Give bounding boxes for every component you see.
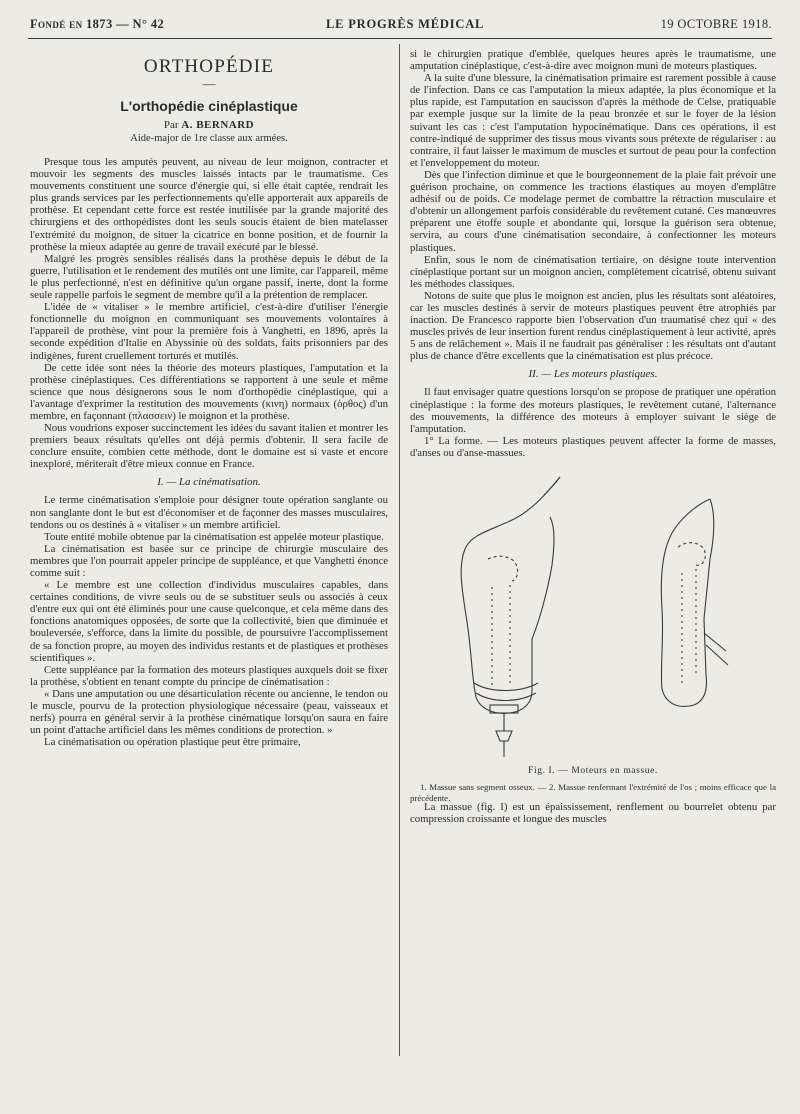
paragraph: Presque tous les amputés peuvent, au niveau de leur moignon, contracter et mouvoir les segments des muscles laissés intacts par le traumatisme. Ces mouvements constituent une source d'énergie qui, si elle était captée, rendrait les plus grands services par les perfectionnements qu'elle apporterait aux appareils de prothèse. Et cependant cette force est restée inutilisée par la grande majorité des chirurgiens et des orthopédistes dont les seuls soucis étaient de bien matelasser l'extrémité du moignon, de situer la cicatrice en bonne position, et de fournir la prothèse la mieux adaptée au genre de travail exécuté par le blessé. xyxy=(30,156,388,253)
subheading-cinematisation: I. — La cinématisation. xyxy=(157,476,261,489)
paragraph: De cette idée sont nées la théorie des moteurs plastiques, l'amputation et la prothèse cinéplastiques. Ces différentiations se rapportent à une seule et même science que nous désignerons sous le nom d'orthopédie cinéplastique, qui a l'avantage d'exprimer la restitution des mouvements (κινη) normaux (ὀρθος) d'un membre, en façonnant (πλασσειν) le moignon et la prothèse. xyxy=(30,361,388,422)
paragraph: 1° La forme. — Les moteurs plastiques peuvent affecter la forme de masses, d'anses ou d'anse-massues. xyxy=(410,434,776,459)
paragraph: Le terme cinématisation s'emploie pour désigner toute opération sanglante ou non sanglante dont le but est d'économiser et de façonner des masses musculaires, tendons ou os destinés à « vitaliser » un membre artificiel. xyxy=(30,494,388,531)
paragraph: Notons de suite que plus le moignon est ancien, plus les résultats sont aléatoires, car les muscles destinés à servir de moteurs plastiques peuvent être atrophiés par inaction. De Francesco rapporte bien l'observation d'un traumatisé chez qui « des muscles privés de leur insertion furent rendus cinéplastiquement à leur activité, après 5 ans de relâchement ». Mais il ne faudrait pas généraliser : les résultats ont d'autant plus de chance d'être excellents que la cinématisation est plus précoce. xyxy=(410,289,776,363)
massue-drawing-2 xyxy=(661,499,728,706)
byline-prefix: Par xyxy=(163,119,179,131)
paragraph: Malgré les progrès sensibles réalisés dans la prothèse depuis le début de la guerre, l'utilisation et le rendement des mutilés ont une limite, car l'appareil, même le plus perfectionné, n'est en définitive qu'un organe passif, inerte, dont la forme seule rappelle parfois le segment de membre qu'il a la prétention de remplacer. xyxy=(30,252,388,302)
paragraph: Enfin, sous le nom de cinématisation tertiaire, on désigne toute intervention cinéplastique portant sur un moignon ancien, complètement cicatrisé, obtenu suivant les méthodes classiques. xyxy=(410,253,776,290)
quotation: « Le membre est une collection d'individus musculaires capables, dans certaines conditions, de vivre seuls ou de se substituer seuls ou associés à ceux d'entre eux qui ont été éliminés pour une cause quelconque, et cela même dans des fonctions anatomiques opposées, de sorte que la collectivité, bien que diminuée et bouleversée, s'efforce, dans la limite du possible, de poursuivre l'accomplissement de sa fonction propre, au moyen des individus restants et de plastiques et prothèses scientifiques ». xyxy=(30,579,388,664)
page-header xyxy=(30,17,772,37)
header-left: Fondé en 1873 — N° 42 xyxy=(30,17,165,31)
journal-title: LE PROGRÈS MÉDICAL xyxy=(326,17,485,31)
paragraph: Toute entité mobile obtenue par la cinématisation est appelée moteur plastique. xyxy=(44,530,384,543)
massue-drawing-1 xyxy=(461,477,560,757)
figure-illustration xyxy=(410,469,776,759)
header-rule xyxy=(28,38,772,39)
author-affiliation: Aide-major de 1re classe aux armées. xyxy=(130,133,288,144)
article-title: L'orthopédie cinéplastique xyxy=(120,98,298,114)
section-title: ORTHOPÉDIE xyxy=(143,56,275,77)
paragraph: La cinématisation est basée sur ce principe de chirurgie musculaire des membres que l'on pourrait appeler principe de suppléance, et que Vanghetti énonce comme suit : xyxy=(30,542,388,579)
figure-caption: Fig. I. — Moteurs en massue. xyxy=(528,766,658,776)
column-divider xyxy=(399,44,400,1056)
author-name: A. BERNARD xyxy=(181,119,255,131)
quotation: « Dans une amputation ou une désarticulation récente ou ancienne, le tendon ou le muscle, pourvu de la protection physiologique nécessaire (peau, vaisseaux et nerfs) pourra en général servir à la prothèse cinématique lorsqu'on saura en faire un point d'attache artificiel dans les mêmes conditions de protection. » xyxy=(30,687,388,737)
paragraph: La massue (fig. I) est un épaississement, renflement ou bourrelet obtenu par compression croissante et longue des muscles xyxy=(410,801,776,826)
byline xyxy=(30,118,388,132)
paragraph: Il faut envisager quatre questions lorsqu'on se propose de pratiquer une opération cinéplastique : la forme des moteurs plastiques, le revêtement cutané, l'alternance des mouvements, la différence des moteurs à employer suivant le siège de l'amputation. xyxy=(410,386,776,435)
section-dash: — xyxy=(202,76,216,91)
figure-massue xyxy=(410,469,776,801)
header-date: 19 OCTOBRE 1918. xyxy=(660,17,772,31)
paragraph: A la suite d'une blessure, la cinématisation primaire est rarement possible à cause de l'infection. Dans ce cas l'amputation la mieux adaptée, la plus économique et la plus rapide, est l'amputation en saucisson d'après la méthode de Celse, pratiquable par exemple jusque sur la limite de la peau bronzée et sur le foyer de la lésion suivant les cas : c'est l'amputation hypocinématique. Dans ces opérations, il est contre-indiqué de supprimer des tissus mous vivants sous prétexte de régulariser : au contraire, il faut laisser le maximum de muscles et surtout de peau pour la confection et l'enveloppement du moteur. xyxy=(410,72,776,169)
paragraph: La cinématisation ou opération plastique peut être primaire, xyxy=(44,736,301,749)
paragraph: Cette suppléance par la formation des moteurs plastiques auxquels doit se fixer la prothèse, s'obtient en tenant compte du principe de cinématisation : xyxy=(30,663,388,688)
subheading-moteurs: II. — Les moteurs plastiques. xyxy=(528,368,658,381)
paragraph: Nous voudrions exposer succinctement les idées du savant italien et montrer les premiers beaux résultats qu'elles ont déjà permis d'obtenir. Il sera facile de conclure ensuite, combien cette méthode, dont le domaine est si vaste et encore inexploré, mériterait d'être mieux connue en France. xyxy=(30,422,388,471)
right-column xyxy=(410,48,776,825)
paragraph: Dès que l'infection diminue et que le bourgeonnement de la plaie fait prévoir une guérison prochaine, on commence les tractions élastiques au moyen d'emplâtre adhésif ou de poids. Ce modelage permet de combattre la rétraction musculaire et d'obtenir un allongement parfois considérable du revêtement cutané. Ces manœuvres préparent une étoffe souple et abondante qui, lorsque la guérison sera obtenue, servira, au cours d'une cinématisation secondaire, à confectionner les moteurs plastiques. xyxy=(410,168,776,254)
paragraph: L'idée de « vitaliser » le membre artificiel, c'est-à-dire d'utiliser l'énergie fonctionnelle du moignon en communiquant ses mouvements volontaires à l'appareil de prothèse, vint pour la première fois à Vanghetti, en 1896, après la seconde expédition d'Italie en Abyssinie où des soldats, faits prisonniers par des indigènes, furent cruellement torturés et mutilés. xyxy=(30,301,388,362)
figure-legend: 1. Massue sans segment osseux. — 2. Massue renfermant l'extrémité de l'os ; moins efficace que la précédente. xyxy=(410,782,776,803)
paragraph: si le chirurgien pratique d'emblée, quelques heures après le traumatisme, une amputation cinéplastique, c'est-à-dire avec moignon muni de moteurs plastiques. xyxy=(410,48,776,73)
left-column xyxy=(30,48,388,748)
